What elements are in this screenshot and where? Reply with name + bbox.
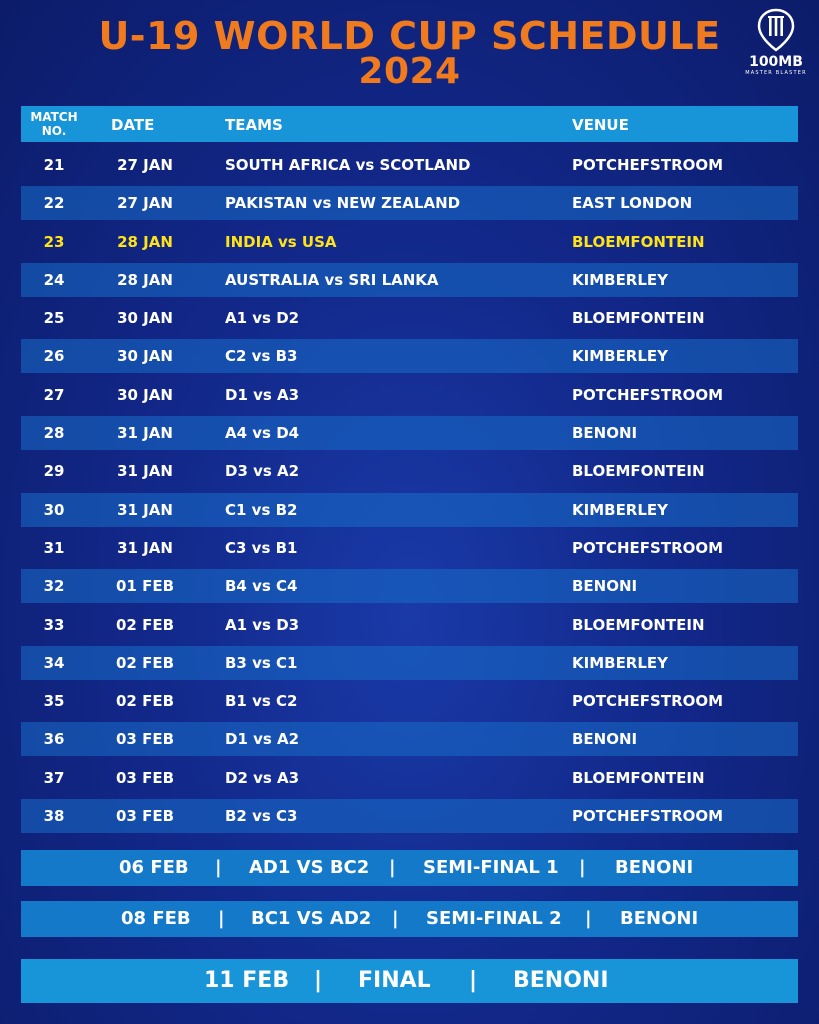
match-teams: INDIA vs USA — [225, 232, 337, 251]
semi-teams: BC1 VS AD2 — [251, 908, 372, 929]
match-teams: B4 vs C4 — [225, 577, 298, 596]
match-teams: D1 vs A2 — [225, 730, 300, 749]
separator: | — [389, 857, 396, 878]
semi-date: 08 FEB — [121, 908, 191, 929]
match-venue: POTCHEFSTROOM — [572, 692, 724, 711]
match-teams: SOUTH AFRICA vs SCOTLAND — [225, 156, 471, 174]
schedule-table — [21, 148, 798, 837]
final-bar — [21, 959, 798, 1003]
match-teams: C2 vs B3 — [225, 347, 298, 366]
match-number: 35 — [43, 692, 65, 711]
semi-date: 06 FEB — [119, 857, 189, 878]
table-row — [21, 378, 798, 412]
match-venue: KIMBERLEY — [572, 500, 669, 519]
match-teams: A1 vs D2 — [225, 309, 300, 328]
logo-name: 100MB — [749, 54, 803, 70]
match-date: 27 JAN — [117, 194, 173, 213]
semi-final-1-bar — [21, 850, 798, 886]
table-row — [21, 761, 798, 795]
match-venue: POTCHEFSTROOM — [572, 538, 724, 557]
match-date: 03 FEB — [115, 730, 175, 749]
semi-stage: SEMI-FINAL 2 — [426, 908, 562, 929]
match-teams: B1 vs C2 — [225, 692, 298, 711]
table-header — [21, 106, 798, 142]
match-venue: BLOEMFONTEIN — [572, 615, 705, 634]
final-venue: BENONI — [513, 968, 609, 993]
table-row — [21, 416, 798, 450]
match-venue: KIMBERLEY — [572, 270, 669, 289]
match-venue: BLOEMFONTEIN — [572, 768, 705, 787]
match-venue: POTCHEFSTROOM — [572, 385, 724, 404]
match-date: 30 JAN — [117, 385, 173, 404]
separator: | — [392, 908, 399, 929]
table-row-highlighted — [21, 225, 798, 259]
final-stage: FINAL — [358, 968, 431, 993]
match-number: 21 — [43, 156, 65, 174]
semi-venue: BENONI — [615, 857, 694, 878]
header-match-no: MATCH NO. — [30, 110, 78, 138]
match-number: 27 — [43, 385, 65, 404]
match-number: 31 — [43, 538, 65, 557]
table-row — [21, 186, 798, 220]
match-number: 26 — [43, 347, 65, 366]
pin-icon — [756, 8, 796, 52]
match-venue: POTCHEFSTROOM — [572, 156, 724, 174]
table-row — [21, 722, 798, 756]
match-venue: POTCHEFSTROOM — [572, 807, 724, 826]
match-date: 03 FEB — [115, 807, 175, 826]
separator: | — [314, 968, 323, 993]
match-date: 31 JAN — [117, 462, 173, 481]
match-number: 30 — [43, 500, 65, 519]
match-teams: D2 vs A3 — [225, 768, 300, 787]
match-teams: B3 vs C1 — [225, 653, 298, 672]
semi-final-2-bar — [21, 901, 798, 937]
logo-tagline: MASTER BLASTER — [745, 70, 807, 76]
match-date: 03 FEB — [115, 768, 175, 787]
match-number: 32 — [43, 577, 65, 596]
final-date: 11 FEB — [204, 968, 290, 993]
match-number: 33 — [43, 615, 65, 634]
match-number: 22 — [43, 194, 65, 213]
match-teams: D1 vs A3 — [225, 385, 300, 404]
match-date: 31 JAN — [117, 424, 173, 443]
match-teams: PAKISTAN vs NEW ZEALAND — [225, 194, 461, 213]
separator: | — [469, 968, 478, 993]
match-venue: BENONI — [572, 424, 638, 443]
match-number: 36 — [43, 730, 65, 749]
match-number: 28 — [43, 424, 65, 443]
table-row — [21, 799, 798, 833]
match-number: 24 — [43, 270, 65, 289]
match-date: 02 FEB — [115, 615, 175, 634]
match-number: 38 — [43, 807, 65, 826]
match-teams: C3 vs B1 — [225, 538, 298, 557]
match-venue: BLOEMFONTEIN — [572, 462, 705, 481]
match-teams: B2 vs C3 — [225, 807, 298, 826]
match-teams: A4 vs D4 — [225, 424, 300, 443]
match-number: 23 — [43, 232, 65, 251]
table-row — [21, 684, 798, 718]
match-number: 34 — [43, 653, 65, 672]
brand-logo — [742, 8, 810, 84]
semi-teams: AD1 VS BC2 — [249, 857, 370, 878]
match-venue: BLOEMFONTEIN — [572, 232, 705, 251]
match-venue: KIMBERLEY — [572, 653, 669, 672]
match-date: 27 JAN — [117, 156, 173, 174]
table-row — [21, 569, 798, 603]
match-teams: AUSTRALIA vs SRI LANKA — [225, 270, 439, 289]
match-date: 02 FEB — [115, 653, 175, 672]
match-teams: C1 vs B2 — [225, 500, 298, 519]
header-teams: TEAMS — [225, 116, 283, 134]
separator: | — [579, 857, 586, 878]
header-date: DATE — [111, 116, 155, 134]
match-date: 30 JAN — [117, 347, 173, 366]
table-row — [21, 263, 798, 297]
match-date: 30 JAN — [117, 309, 173, 328]
header-venue: VENUE — [572, 116, 629, 134]
match-date: 01 FEB — [115, 577, 175, 596]
page-title: U-19 WORLD CUP SCHEDULE — [98, 14, 721, 58]
table-row — [21, 531, 798, 565]
match-date: 31 JAN — [117, 500, 173, 519]
match-venue: BLOEMFONTEIN — [572, 309, 705, 328]
match-number: 37 — [43, 768, 65, 787]
match-date: 28 JAN — [117, 232, 173, 251]
match-venue: KIMBERLEY — [572, 347, 669, 366]
table-row — [21, 339, 798, 373]
semi-venue: BENONI — [620, 908, 699, 929]
table-row — [21, 454, 798, 488]
match-venue: BENONI — [572, 730, 638, 749]
match-date: 02 FEB — [115, 692, 175, 711]
separator: | — [218, 908, 225, 929]
separator: | — [585, 908, 592, 929]
semi-stage: SEMI-FINAL 1 — [423, 857, 559, 878]
match-number: 29 — [43, 462, 65, 481]
table-row — [21, 608, 798, 642]
table-row — [21, 493, 798, 527]
table-row — [21, 646, 798, 680]
table-row — [21, 148, 798, 182]
match-teams: D3 vs A2 — [225, 462, 300, 481]
match-date: 31 JAN — [117, 538, 173, 557]
match-venue: BENONI — [572, 577, 638, 596]
page-title-year: 2024 — [358, 51, 461, 92]
match-venue: EAST LONDON — [572, 194, 693, 213]
match-number: 25 — [43, 309, 65, 328]
match-date: 28 JAN — [117, 270, 173, 289]
table-row — [21, 301, 798, 335]
match-teams: A1 vs D3 — [225, 615, 300, 634]
separator: | — [215, 857, 222, 878]
